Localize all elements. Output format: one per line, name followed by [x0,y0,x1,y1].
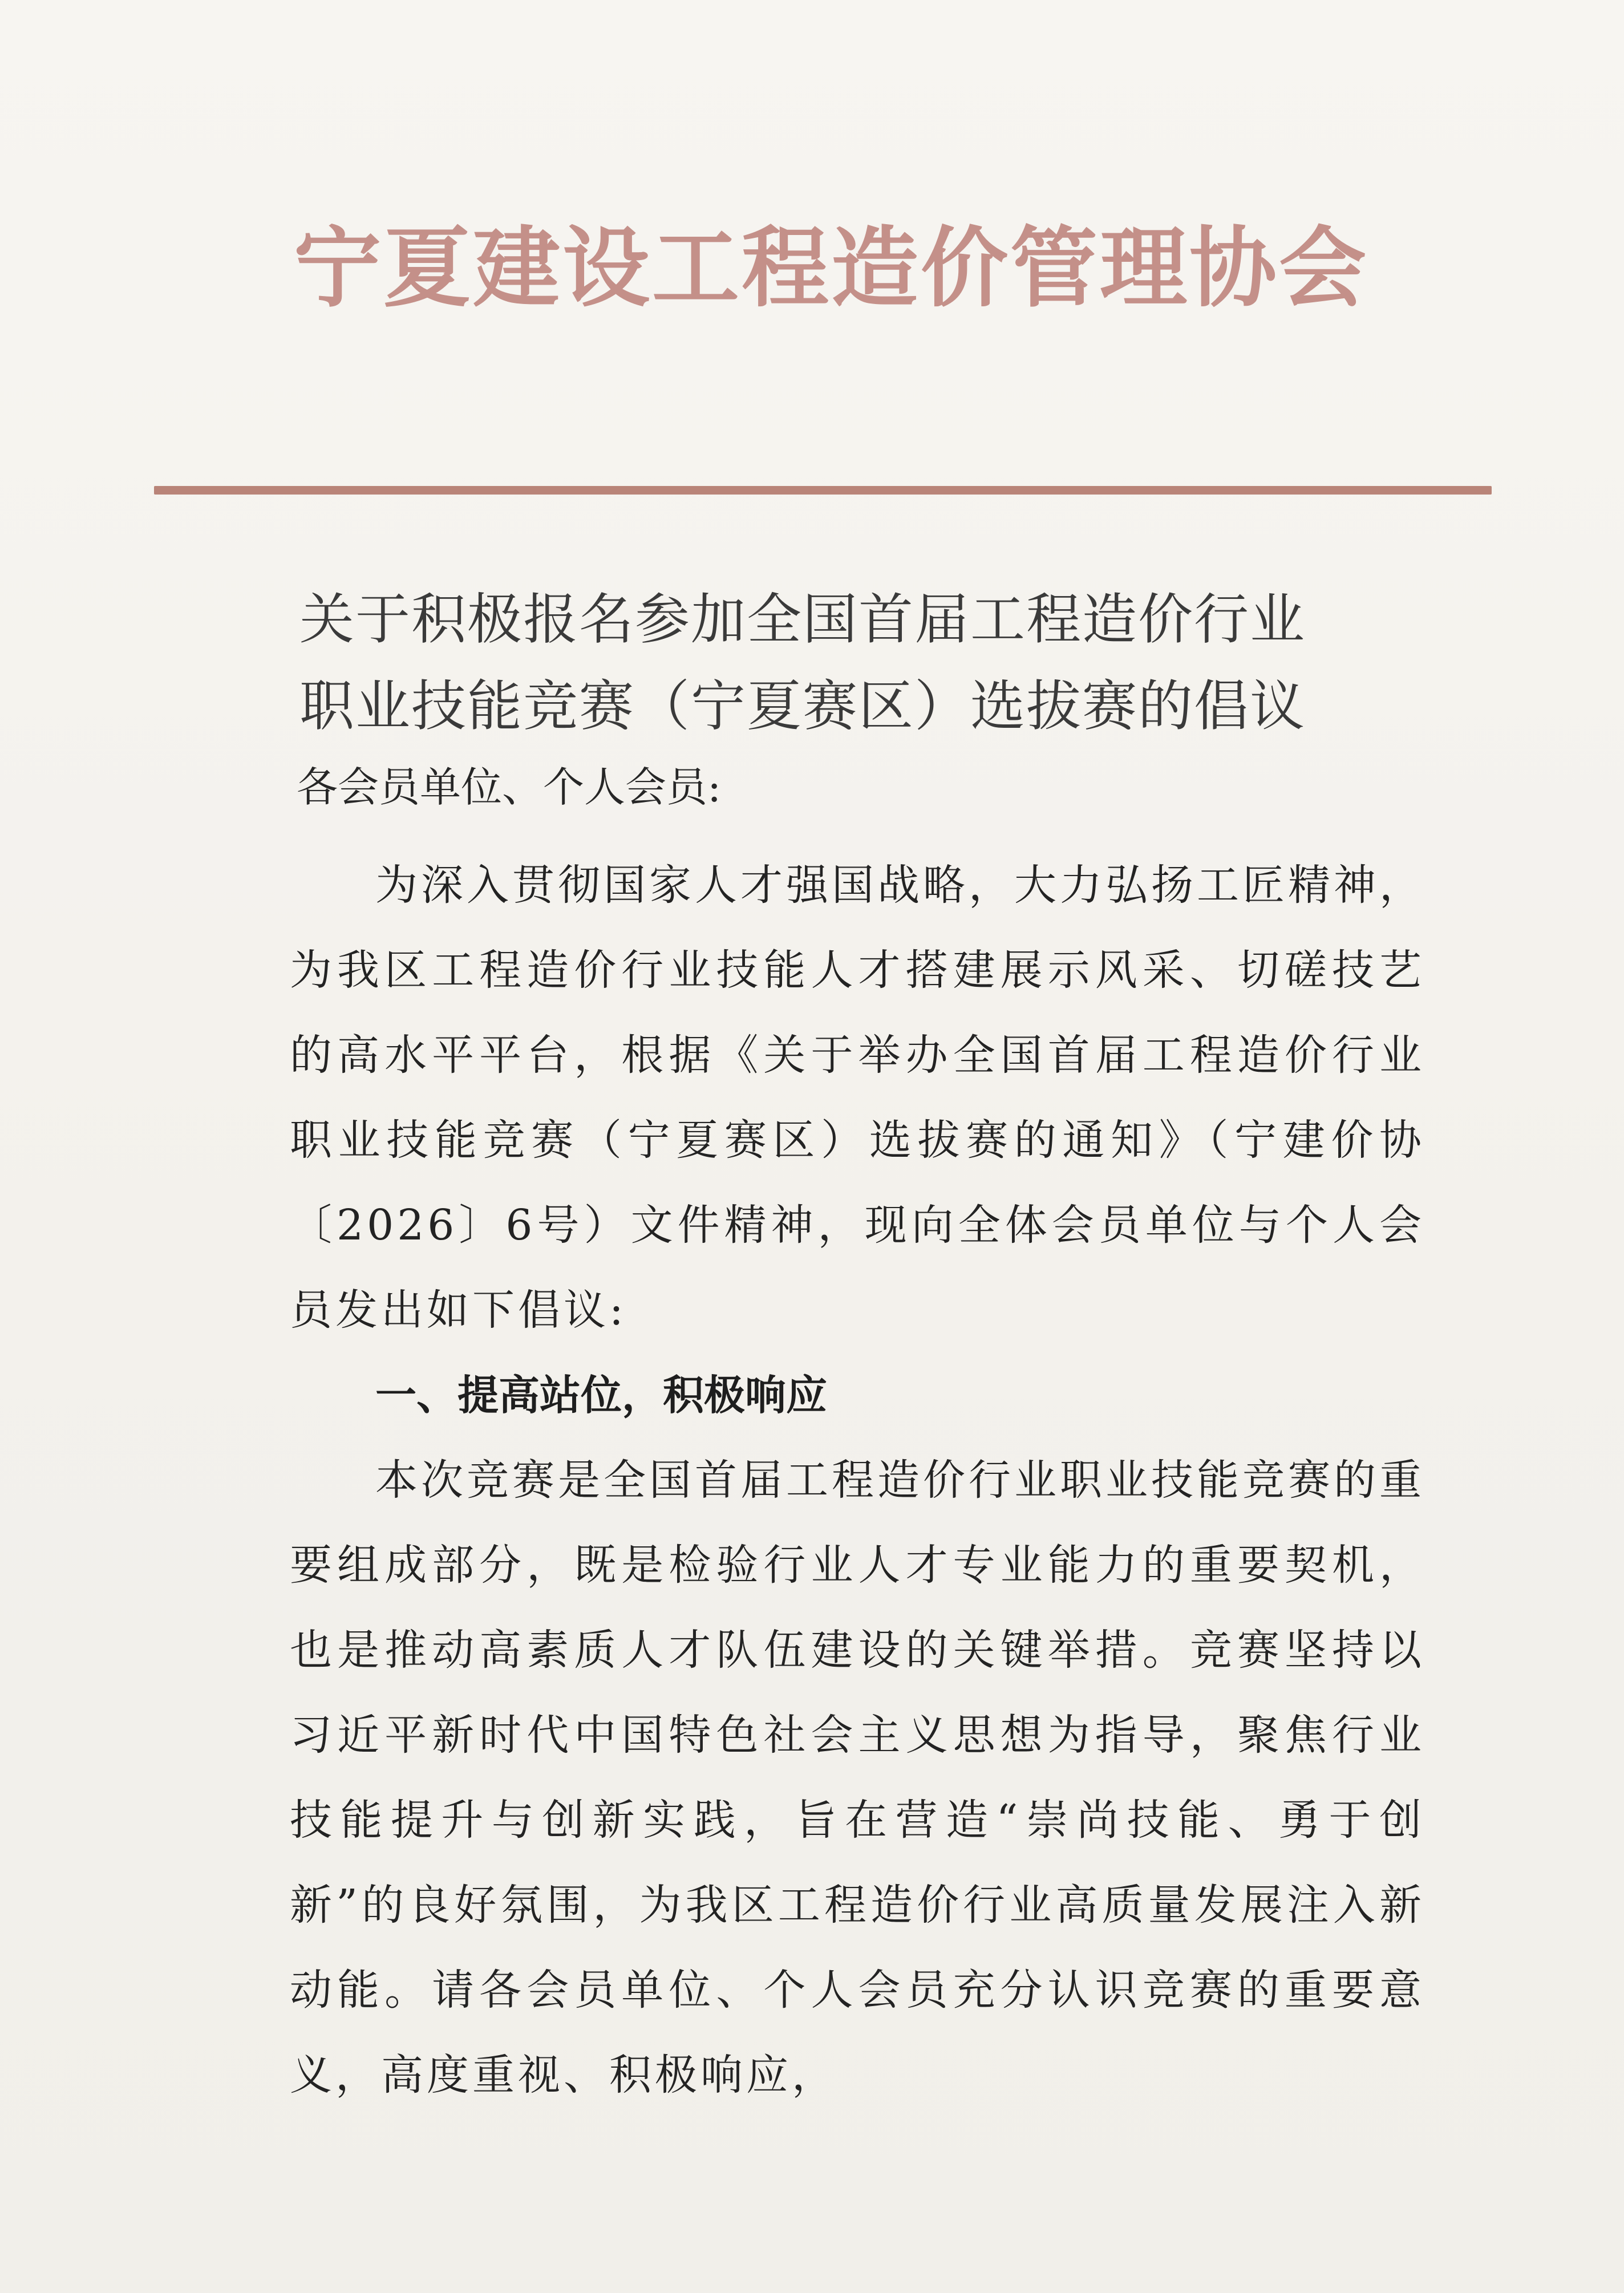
section-1-paragraph: 本次竞赛是全国首届工程造价行业职业技能竞赛的重要组成部分，既是检验行业人才专业能力的重要契机，也是推动高素质人才队伍建设的关键举措。竞赛坚持以习近平新时代中国特色社会主义思想为指导，聚焦行业技能提升与创新实践，旨在营造“崇尚技能、勇于创新”的良好氛围，为我区工程造价行业高质量发展注入新动能。请各会员单位、个人会员充分认识竞赛的重要意义，高度重视、积极响应， [290,1456,1425,2100]
section-heading-1: 一、提高站位，积极响应 [375,1371,828,1419]
intro-paragraph: 为深入贯彻国家人才强国战略，大力弘扬工匠精神，为我区工程造价行业技能人才搭建展示风采、切磋技艺的高水平平台，根据《关于举办全国首届工程造价行业职业技能竞赛（宁夏赛区）选拔赛的通知》（宁建价协〔2026〕6号）文件精神，现向全体会员单位与个人会员发出如下倡议: [290,861,1425,1335]
document-body [290,843,1425,2118]
letterhead-divider [154,486,1492,495]
salutation: 各会员单位、个人会员: [297,763,722,811]
document-title-line-2: 职业技能竞赛（宁夏赛区）选拔赛的倡议 [299,674,1306,738]
document-title [299,576,1440,750]
organization-letterhead: 宁夏建设工程造价管理协会 [294,217,1369,319]
document-title-line-1: 关于积极报名参加全国首届工程造价行业 [299,588,1306,651]
